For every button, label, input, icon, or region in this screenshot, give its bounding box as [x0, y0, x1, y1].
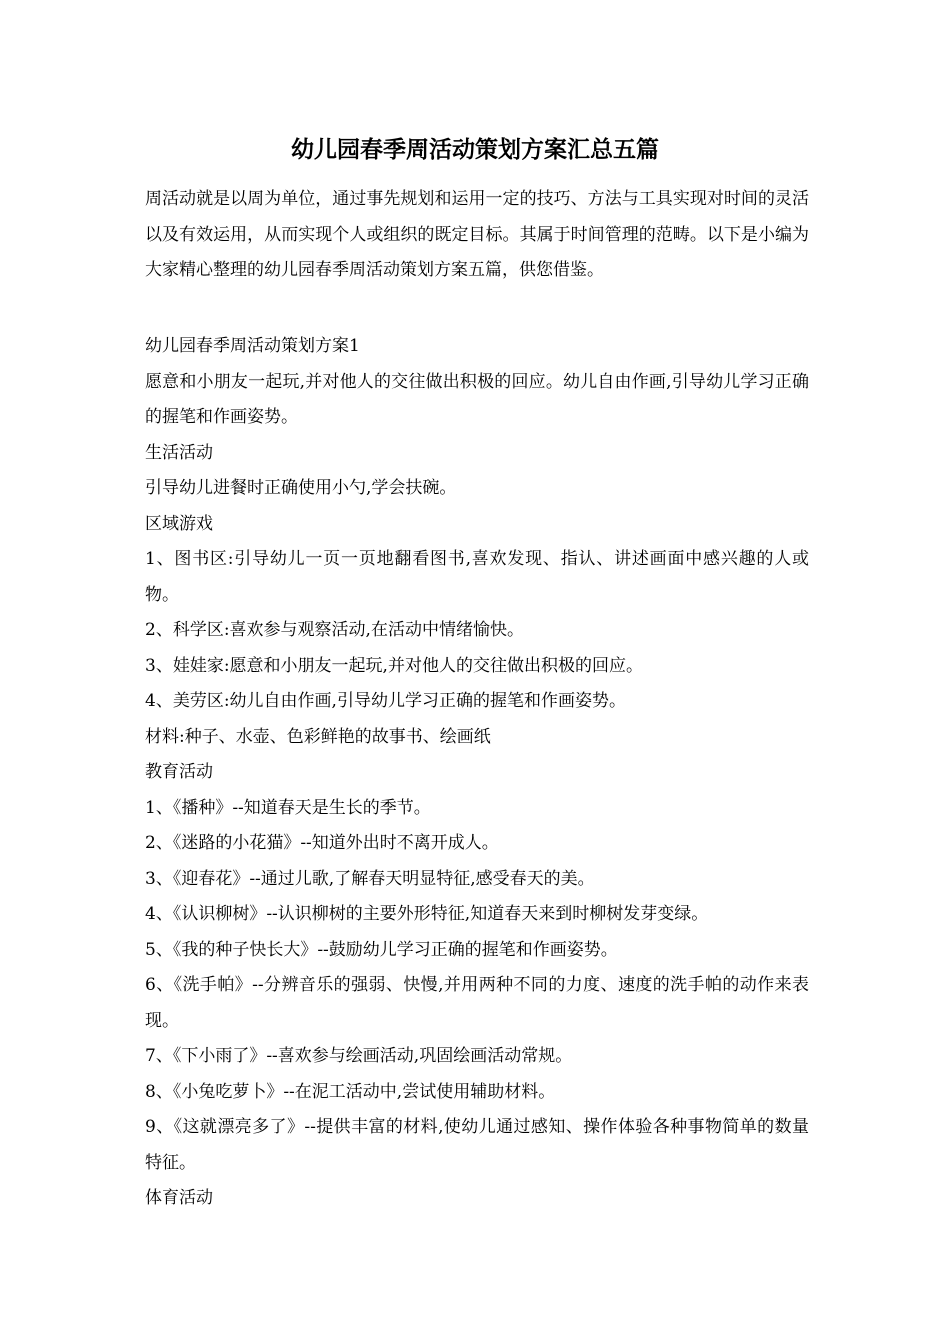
- body-line: 愿意和小朋友一起玩,并对他人的交往做出积极的回应。幼儿自由作画,引导幼儿学习正确的握笔和作画姿势。: [145, 371, 809, 427]
- list-item: 4、美劳区:幼儿自由作画,引导幼儿学习正确的握笔和作画姿势。: [145, 691, 626, 711]
- intro-paragraph: 周活动就是以周为单位，通过事先规划和运用一定的技巧、方法与工具实现对时间的灵活以及有效运用，从而实现个人或组织的既定目标。其属于时间管理的范畴。以下是小编为大家精心整理的幼儿园春季周活动策划方案五篇，供您借鉴。: [145, 189, 809, 280]
- body-lines: [145, 329, 809, 1217]
- list-item: 8、《小兔吃萝卜》--在泥工活动中,尝试使用辅助材料。: [145, 1081, 556, 1102]
- list-item: 2、科学区:喜欢参与观察活动,在活动中情绪愉快。: [145, 620, 524, 640]
- body-line: 材料:种子、水壶、色彩鲜艳的故事书、绘画纸: [145, 726, 491, 747]
- list-item: 9、《这就漂亮多了》--提供丰富的材料,使幼儿通过感知、操作体验各种事物简单的数量特征。: [145, 1117, 809, 1173]
- list-item: 3、《迎春花》--通过儿歌,了解春天明显特征,感受春天的美。: [145, 868, 595, 889]
- body-line: 引导幼儿进餐时正确使用小勺,学会扶碗。: [145, 478, 457, 498]
- list-item: 3、娃娃家:愿意和小朋友一起玩,并对他人的交往做出积极的回应。: [145, 655, 643, 676]
- document-title: 幼儿园春季周活动策划方案汇总五篇: [291, 136, 659, 163]
- section-heading: 生活活动: [145, 442, 213, 463]
- list-item: 4、《认识柳树》--认识柳树的主要外形特征,知道春天来到时柳树发芽变绿。: [145, 904, 709, 924]
- section-heading: 区域游戏: [145, 513, 213, 534]
- list-item: 2、《迷路的小花猫》--知道外出时不离开成人。: [145, 833, 499, 853]
- section-heading: 教育活动: [145, 762, 213, 782]
- list-item: 5、《我的种子快长大》--鼓励幼儿学习正确的握笔和作画姿势。: [145, 939, 618, 960]
- list-item: 1、《播种》--知道春天是生长的季节。: [145, 797, 431, 818]
- section-heading: 体育活动: [145, 1188, 213, 1208]
- body-line: 幼儿园春季周活动策划方案1: [145, 336, 360, 356]
- list-item: 7、《下小雨了》--喜欢参与绘画活动,巩固绘画活动常规。: [145, 1046, 573, 1066]
- list-item: 1、图书区:引导幼儿一页一页地翻看图书,喜欢发现、指认、讲述画面中感兴趣的人或物。: [145, 549, 809, 605]
- list-item: 6、《洗手帕》--分辨音乐的强弱、快慢,并用两种不同的力度、速度的洗手帕的动作来表现。: [145, 975, 809, 1031]
